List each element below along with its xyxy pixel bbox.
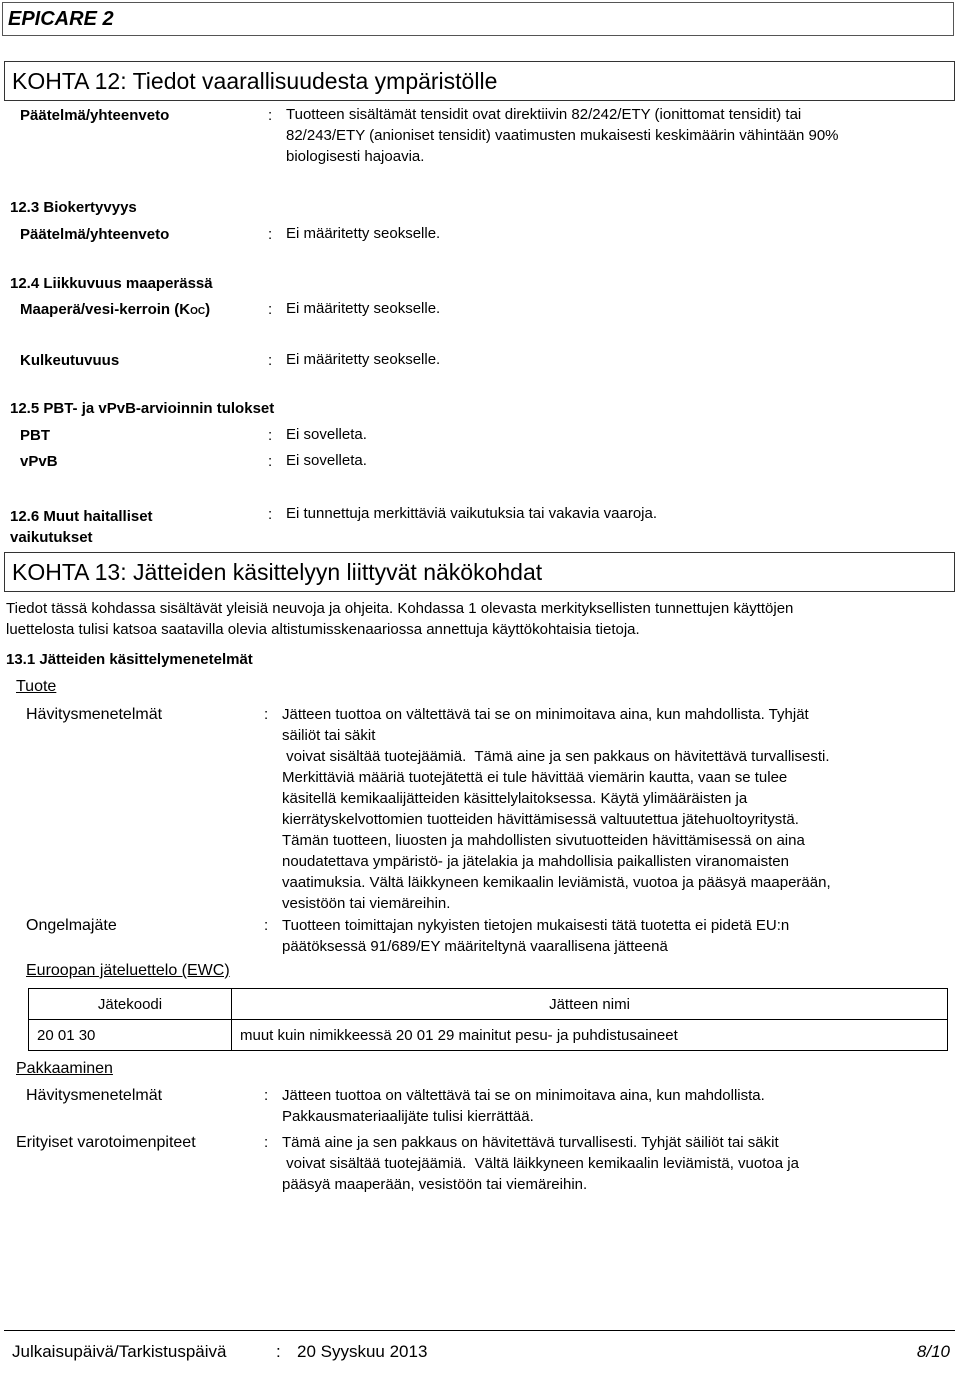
pbt-value: Ei sovelleta. <box>286 426 367 443</box>
header-waste-name: Jätteen nimi <box>232 989 948 1020</box>
special-line: voivat sisältää tuotejäämiä. Vältä läikkyneen kemikaalin leviämistä, vuotoa ja <box>282 1155 799 1172</box>
disposal-line: Jätteen tuottoa on vältettävä tai se on minimoitava aina, kun mahdollista. Tyhjät <box>282 706 809 723</box>
colon: : <box>268 453 273 470</box>
koc-label-text: Maaperä/vesi-kerroin (K <box>20 301 191 318</box>
hazwaste-line: Tuotteen toimittajan nykyisten tietojen mukaisesti tätä tuotetta ei pidetä EU:n <box>282 917 790 934</box>
colon: : <box>276 1342 281 1361</box>
intro-line: luettelosta tulisi katsoa saatavilla olevia altistumisskenaariossa annettuja käyttökohtaisia tietoja. <box>6 621 640 638</box>
disposal-line: voivat sisältää tuotejäämiä. Tämä aine ja sen pakkaus on hävitettävä turvallisesti. <box>282 748 830 765</box>
disposal-value <box>282 704 831 914</box>
pbt-label: PBT <box>20 427 50 444</box>
s126-label-line: vaikutukset <box>10 529 93 546</box>
footer-date-value: 20 Syyskuu 2013 <box>297 1342 428 1361</box>
footer-date-label: Julkaisupäivä/Tarkistuspäivä <box>12 1342 227 1361</box>
disposal-line: vesistöön tai viemäreihin. <box>282 895 451 912</box>
footer-divider <box>4 1330 955 1331</box>
koc-label <box>20 301 210 318</box>
pack-disposal-line: Jätteen tuottoa on vältettävä tai se on minimoitava aina, kun mahdollista. <box>282 1087 765 1104</box>
kulkeutuvuus-label: Kulkeutuvuus <box>20 352 120 369</box>
header-waste-code: Jätekoodi <box>29 989 232 1020</box>
subsection-12-4-title: 12.4 Liikkuvuus maaperässä <box>10 275 213 292</box>
vpvb-label: vPvB <box>20 453 58 470</box>
disposal-line: Merkittäviä määriä tuotejätettä ei tule hävittää viemärin kautta, vaan se tulee <box>282 769 788 786</box>
section-13-intro <box>6 598 793 640</box>
document-header <box>2 2 954 36</box>
pack-disposal-label: Hävitysmenetelmät <box>26 1087 163 1104</box>
intro-line: Tiedot tässä kohdassa sisältävät yleisiä neuvoja ja ohjeita. Kohdassa 1 olevasta merkityksellisten tunnettujen käyttöjen <box>6 600 794 617</box>
koc-label-close: ) <box>205 301 211 318</box>
special-line: Tämä aine ja sen pakkaus on hävitettävä turvallisesti. Tyhjät säiliöt tai säkit <box>282 1134 779 1151</box>
colon: : <box>264 1134 269 1151</box>
colon: : <box>264 1087 269 1104</box>
subsection-12-6-title <box>10 506 153 548</box>
colon: : <box>268 427 273 444</box>
hazwaste-line: päätöksessä 91/689/EY määriteltynä vaarallisena jätteenä <box>282 938 668 955</box>
table-row <box>29 1020 948 1051</box>
disposal-line: vaatimuksia. Vältä läikkyneen kemikaalin leviämistä, vuotoa ja pääsyä maaperään, <box>282 874 831 891</box>
conclusion-line: Tuotteen sisältämät tensidit ovat direktiivin 82/242/ETY (ionittomat tensidit) tai <box>286 106 802 123</box>
colon: : <box>268 506 273 523</box>
s126-label-line: 12.6 Muut haitalliset <box>10 508 153 525</box>
disposal-line: käsitellä kemikaalijätteiden käsittelylaitoksessa. Käytä ylimääräisten ja <box>282 790 748 807</box>
subsection-12-3-title: 12.3 Biokertyvyys <box>10 199 137 216</box>
special-line: pääsyä maaperään, vesistöön tai viemäreihin. <box>282 1176 588 1193</box>
s123-value: Ei määritetty seokselle. <box>286 225 441 242</box>
product-name: EPICARE 2 <box>8 8 114 30</box>
koc-subscript: OC <box>190 306 206 317</box>
table-header-row <box>29 989 948 1020</box>
waste-name-cell: muut kuin nimikkeessä 20 01 29 mainitut pesu- ja puhdistusaineet <box>232 1020 948 1051</box>
section-12-title: KOHTA 12: Tiedot vaarallisuudesta ympäristölle <box>12 68 498 94</box>
disposal-label: Hävitysmenetelmät <box>26 706 163 723</box>
pack-disposal-line: Pakkausmateriaalijäte tulisi kierrättää. <box>282 1108 534 1125</box>
special-precautions-value <box>282 1132 799 1195</box>
special-precautions-label: Erityiset varotoimenpiteet <box>16 1134 196 1151</box>
packaging-heading: Pakkaaminen <box>16 1060 113 1077</box>
s126-value: Ei tunnettuja merkittäviä vaikutuksia tai vakavia vaaroja. <box>286 505 658 522</box>
conclusion-label: Päätelmä/yhteenveto <box>20 107 170 124</box>
disposal-line: noudatettava ympäristö- ja jätelakia ja mahdollisia paikallisten viranomaisten <box>282 853 789 870</box>
disposal-line: Tämän tuotteen, liuosten ja mahdollisten sivutuotteiden hävittämisessä on aina <box>282 832 805 849</box>
hazardous-waste-value <box>282 915 789 957</box>
colon: : <box>268 107 273 124</box>
section-13-title: KOHTA 13: Jätteiden käsittelyyn liittyvät näkökohdat <box>12 559 543 585</box>
s123-label: Päätelmä/yhteenveto <box>20 226 170 243</box>
disposal-line: säiliöt tai säkit <box>282 727 376 744</box>
tuote-heading: Tuote <box>16 678 57 695</box>
ewc-table <box>28 988 948 1051</box>
subsection-12-5-title: 12.5 PBT- ja vPvB-arvioinnin tulokset <box>10 400 275 417</box>
waste-code-cell: 20 01 30 <box>29 1020 232 1051</box>
vpvb-value: Ei sovelleta. <box>286 452 367 469</box>
colon: : <box>268 352 273 369</box>
hazardous-waste-label: Ongelmajäte <box>26 917 117 934</box>
conclusion-line: biologisesti hajoavia. <box>286 148 425 165</box>
subsection-13-1-title: 13.1 Jätteiden käsittelymenetelmät <box>6 651 253 668</box>
pack-disposal-value <box>282 1085 765 1127</box>
colon: : <box>268 226 273 243</box>
page-number: 8/10 <box>916 1342 950 1361</box>
colon: : <box>268 301 273 318</box>
colon: : <box>264 706 269 723</box>
conclusion-value <box>286 104 839 167</box>
koc-value: Ei määritetty seokselle. <box>286 300 441 317</box>
kulkeutuvuus-value: Ei määritetty seokselle. <box>286 351 441 368</box>
disposal-line: kierrätyskelvottomien tuotteiden hävittämisessä valtuutettua jätehuoltoyritystä. <box>282 811 799 828</box>
conclusion-line: 82/243/ETY (anioniset tensidit) vaatimusten mukaisesti keskimäärin vähintään 90% <box>286 127 839 144</box>
ewc-heading: Euroopan jäteluettelo (EWC) <box>26 962 230 979</box>
colon: : <box>264 917 269 934</box>
